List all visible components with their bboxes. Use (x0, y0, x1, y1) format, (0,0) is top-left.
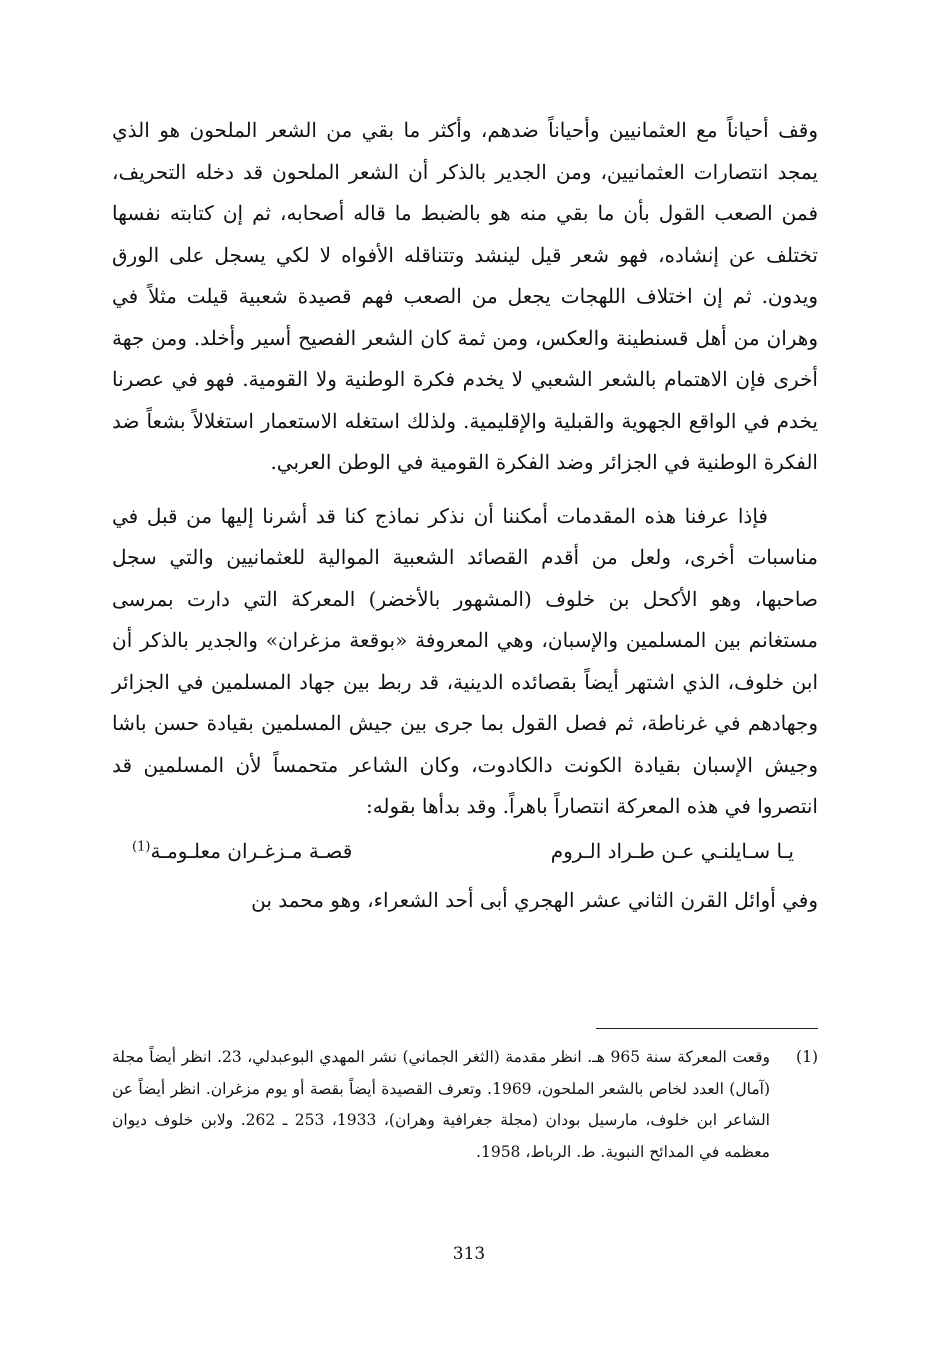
footnote (112, 1042, 818, 1168)
paragraph-2: فإذا عرفنا هذه المقدمات أمكننا أن نذكر نماذج كنا قد أشرنا إليها من قبل في مناسبات أخرى، ولعل من أقدم القصائد الشعبية الموالية للعثمانيين والتي سجل صاحبها، وهو الأكحل بن خلوف (المشهور بالأخضر) المعركة التي دارت بمرسى مستغانم بين المسلمين والإسبان، وهي المعروفة «بوقعة مزغران» والجدير بالذكر أن ابن خلوف، الذي اشتهر أيضاً بقصائده الدينية، قد ربط بين جهاد المسلمين في الجزائر وجهادهم في غرناطة، ثم فصل القول بما جرى بين جيش المسلمين بقيادة حسن باشا وجيش الإسبان بقيادة الكونت دالكادوت، وكان الشاعر متحمساً لأن المسلمين قد انتصروا في هذه المعركة انتصاراً باهراً. وقد بدأها بقوله: (112, 503, 818, 818)
page-number: 313 (452, 1244, 486, 1264)
footnote-text: وقعت المعركة سنة 965 هـ. انظر مقدمة (الثغر الجماني) نشر المهدي البوعبدلي، 23. انظر أيضاً مجلة (آمال) العدد لخاص بالشعر الملحون، 1969. وتعرف القصيدة أيضاً بقصة أو يوم مزغران. انظر أيضاً عن الشاعر ابن خلوف، مارسيل بودان (مجلة جغرافية وهران)، 1933، 253 ـ 262. ولابن خلوف ديوان معظمه في المدائح النبوية. ط. الرباط، 1958. (112, 1048, 771, 1161)
footnote-reference-mark: (1) (132, 838, 151, 854)
paragraph-3: وفي أوائل القرن الثاني عشر الهجري أبى أحد الشعراء، وهو محمد بن (251, 887, 818, 912)
verse-second-hemistich: قصـة مـزغـران معلـومـة (150, 838, 353, 863)
verse-first-hemistich: يـا سـايلنـي عـن طـراد الـروم (550, 838, 794, 863)
paragraph-1: وقف أحياناً مع العثمانيين وأحياناً ضدهم، وأكثر ما بقي من الشعر الملحون هو الذي يمجد انتصارات العثمانيين، ومن الجدير بالذكر أن الشعر الملحون قد دخله التحريف، فمن الصعب القول بأن ما بقي منه هو بالضبط ما قاله أصحابه، ثم إن كتابته نفسها تختلف عن إنشاده، فهو شعر قيل لينشد وتتناقله الأفواه لا لكي يسجل على الورق ويدون. ثم إن اختلاف اللهجات يجعل من الصعب فهم قصيدة شعبية قيلت مثلاً في وهران من أهل قسنطينة والعكس، ومن ثمة كان الشعر الفصيح أسير وأخلد. ومن جهة أخرى فإن الاهتمام بالشعر الشعبي لا يخدم فكرة الوطنية ولا القومية. فهو في عصرنا يخدم في الواقع الجهوية والقبلية والإقليمية. ولذلك استغله الاستعمار استغلالاً بشعاً ضد الفكرة الوطنية في الجزائر وضد الفكرة القومية في الوطن العربي. (112, 118, 818, 474)
poem-verse (112, 828, 818, 874)
main-text-block (112, 110, 818, 921)
footnote-separator-rule (596, 1028, 818, 1029)
footnote-label: (1) (796, 1048, 818, 1066)
verse-second-hemistich-wrap (132, 828, 352, 874)
